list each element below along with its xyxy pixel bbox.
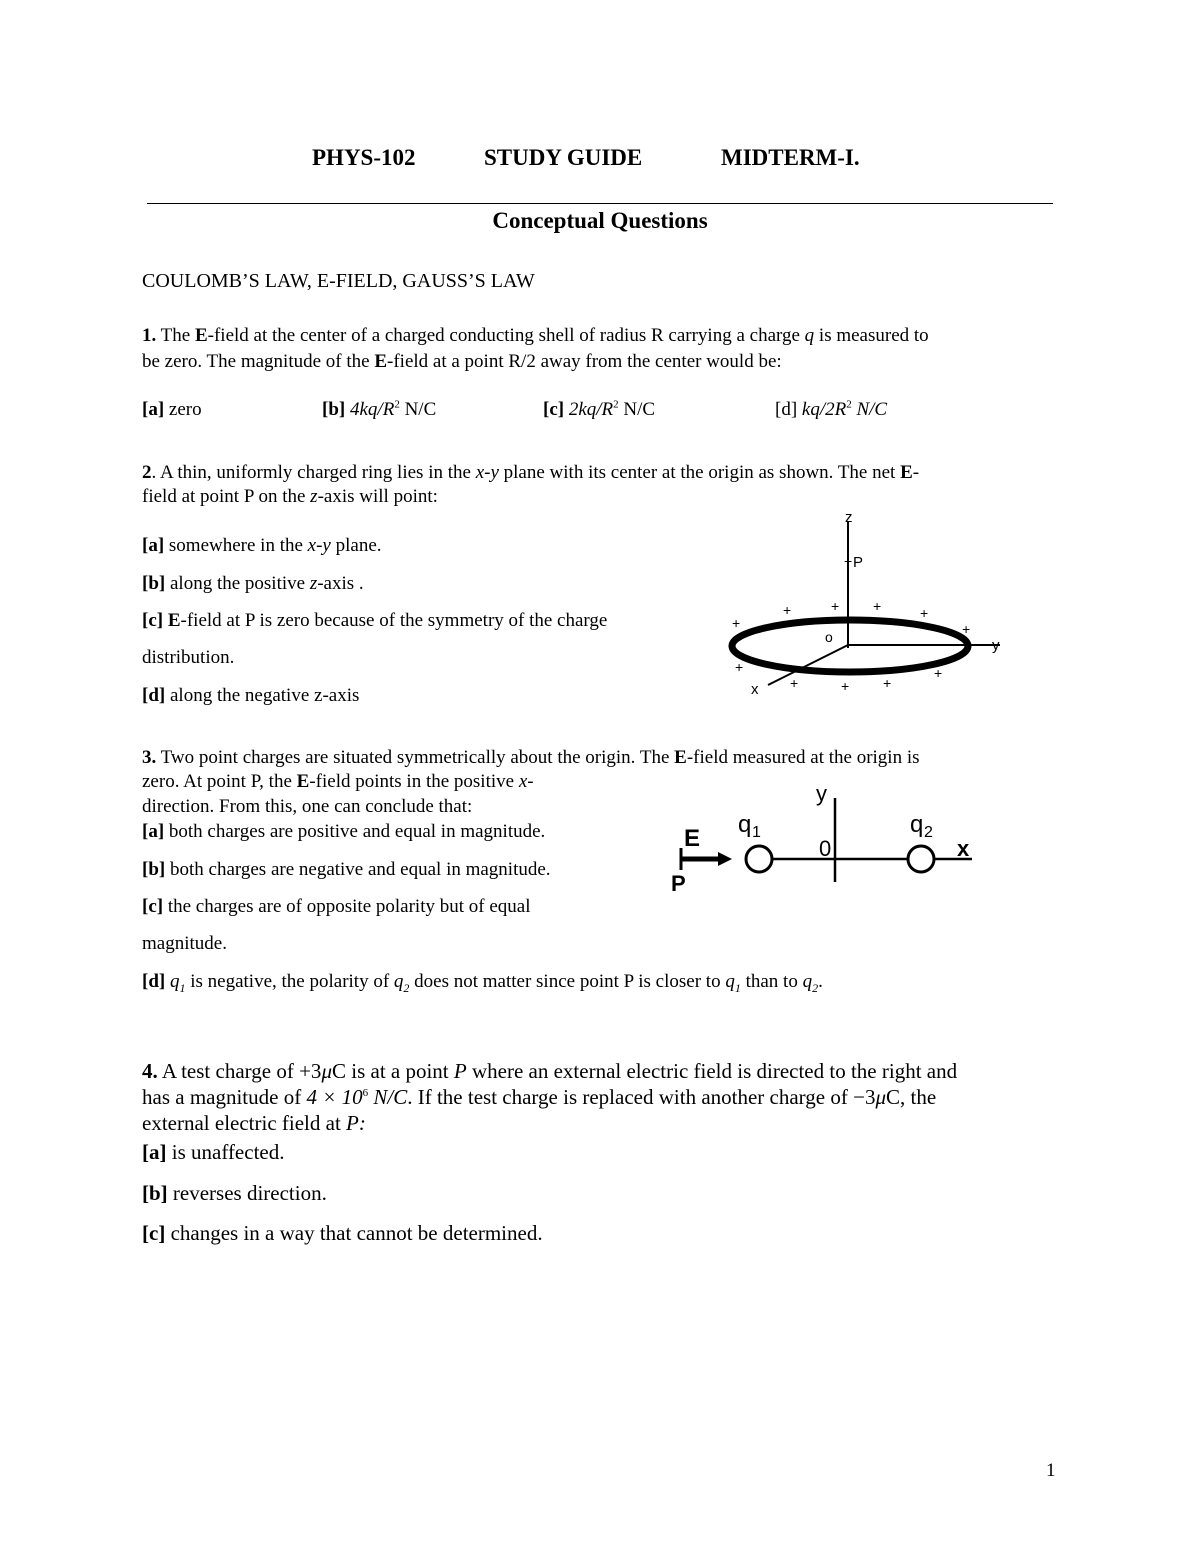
q4-option-a: [a] is unaffected. [142, 1140, 285, 1164]
header-divider [147, 203, 1053, 204]
course-title: PHYS-102 [312, 145, 416, 170]
q3-option-b: [b] both charges are negative and equal in magnitude. [142, 859, 551, 880]
q3-stem-line3: direction. From this, one can conclude that: [142, 796, 473, 817]
q4-option-c: [c] changes in a way that cannot be determined. [142, 1221, 543, 1245]
q3-stem: 3. Two point charges are situated symmetrically about the origin. The E-field measured at the origin is [142, 747, 920, 768]
e-field-label: E [684, 825, 701, 852]
y-axis-label: y [816, 781, 827, 806]
q3-option-d: [d] $q_1$ is negative, the polarity of $q_2$ does not matter since point P is closer to $q_1$ than to $q_2$. [142, 971, 823, 995]
q3-option-a: [a] both charges are positive and equal in magnitude. [142, 821, 546, 842]
point-p-label: P [671, 871, 686, 896]
section-heading: COULOMB’S LAW, E-FIELD, GAUSS’S LAW [142, 270, 535, 292]
ring-charge: + [883, 675, 892, 691]
q3-stem-line2: zero. At point P, the E-field points in the positive x- [142, 771, 534, 792]
ring-charge: + [790, 675, 799, 691]
q2-stem-line2: field at point P on the z-axis will point: [142, 486, 438, 507]
q1-option-a: [a] zero [142, 399, 202, 420]
q1-option-d: [d] $kq/2R^2$ N/C [775, 398, 888, 420]
guide-title: STUDY GUIDE [484, 145, 643, 170]
charge-q2 [908, 846, 934, 872]
ring-charge: + [873, 598, 882, 614]
q1-stem-line2: be zero. The magnitude of the E-field at a point R/2 away from the center would be: [142, 351, 782, 372]
q2-subscript: 2 [924, 824, 933, 841]
q3-option-c: [c] the charges are of opposite polarity but of equal [142, 896, 531, 917]
q4-option-b: [b] reverses direction. [142, 1181, 327, 1205]
q1-option-b: [b] $4kq/R^2$ N/C [322, 398, 437, 420]
x-axis-label: x [751, 681, 759, 698]
charge-q1 [746, 846, 772, 872]
q2-option-c: [c] E-field at P is zero because of the symmetry of the charge [142, 610, 608, 631]
exam-title: MIDTERM-I. [721, 145, 860, 170]
q2-option-c-line2: distribution. [142, 647, 235, 668]
ring-charge: + [831, 598, 840, 614]
origin-label: 0 [819, 836, 832, 861]
origin-label: o [825, 629, 833, 645]
ring-charge: + [841, 678, 850, 694]
ring-charge: + [735, 659, 744, 675]
point-charges-figure [660, 780, 990, 900]
q2-stem: 2. A thin, uniformly charged ring lies in the x-y plane with its center at the origin as shown. The net E- [142, 462, 920, 483]
ring-charge: + [962, 621, 971, 637]
page-number: 1 [1046, 1460, 1056, 1481]
q2-option-d: [d] along the negative z-axis [142, 685, 360, 706]
q4-stem: 4. A test charge of +3μC is at a point P where an external electric field is directed to the right and [142, 1059, 958, 1083]
ring-charge: + [783, 602, 792, 618]
q4-stem-line3: external electric field at P: [142, 1111, 366, 1135]
point-p-marker: + [844, 553, 853, 569]
ring-charge: + [934, 665, 943, 681]
ring-charge: + [920, 605, 929, 621]
q4-stem-line2: has a magnitude of $4 \times 10^6$ N/C. If the test charge is replaced with another charge of −3μC, the [142, 1085, 937, 1109]
charged-ring-figure [700, 500, 1030, 710]
y-axis-label: y [992, 637, 1000, 654]
q3-option-c-line2: magnitude. [142, 933, 227, 954]
point-p-label: P [853, 554, 864, 571]
q2-option-b: [b] along the positive z-axis . [142, 573, 364, 594]
q1-option-c: [c] $2kq/R^2$ N/C [543, 398, 656, 420]
e-field-arrowhead [718, 852, 732, 866]
z-axis-label: z [845, 509, 853, 526]
page-subtitle: Conceptual Questions [492, 208, 708, 233]
q1-stem: 1. The E-field at the center of a charged conducting shell of radius R carrying a charge q is measured to [142, 325, 929, 346]
q1-subscript: 1 [752, 824, 761, 841]
q2-option-a: [a] somewhere in the x-y plane. [142, 535, 382, 556]
q2-label: q [910, 811, 924, 838]
q1-label: q [738, 811, 752, 838]
ring-charge: + [732, 615, 741, 631]
x-axis-label: x [957, 836, 970, 861]
